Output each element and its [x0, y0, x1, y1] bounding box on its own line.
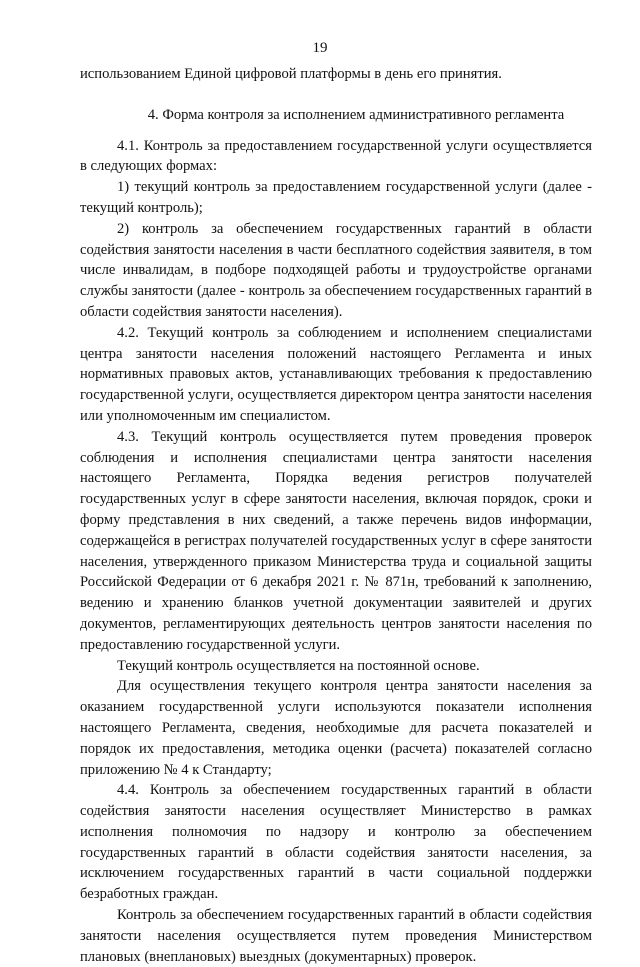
paragraph-4-2: 4.2. Текущий контроль за соблюдением и исполнением специалистами центра занятости населения положений настоящего Регламента и иных нормативных правовых актов, устанавливающих требования к предоставлению государственной услуги, осуществляется директором центра занятости населения или уполномоченным им специалистом. [80, 324, 592, 424]
paragraph-list-item-2: 2) контроль за обеспечением государственных гарантий в области содействия занятости населения в части бесплатного содействия заявителя, в том числе инвалидам, в подборе подходящей работы и трудоустройстве органами службы занятости (далее - контроль за обеспечением государственных гарантий в области содействия занятости населения). [80, 220, 592, 320]
paragraph-indicators: Для осуществления текущего контроля центра занятости населения за оказанием государственной услуги используются показатели исполнения настоящего Регламента, сведения, необходимые для расчета показателей и порядок их предоставления, методика оценки (расчета) показателей согласно приложению № 4 к Стандарту; [80, 678, 592, 778]
paragraph-current-control: Текущий контроль осуществляется на постоянной основе. [117, 657, 480, 674]
page-number: 19 [312, 40, 328, 56]
paragraph-list-item-1: 1) текущий контроль за предоставлением государственной услуги (далее - текущий контроль); [80, 179, 592, 216]
document-body [80, 64, 592, 967]
section-heading: 4. Форма контроля за исполнением административного регламента [147, 106, 565, 123]
paragraph-4-4: 4.4. Контроль за обеспечением государственных гарантий в области содействия занятости населения осуществляет Министерство в рамках исполнения полномочия по надзору и контролю за обеспечением государственных гарантий в области содействия занятости населения, за исключением государственных гарантий в части социальной поддержки безработных граждан. [80, 782, 592, 903]
lead-paragraph: использованием Единой цифровой платформы в день его принятия. [80, 66, 502, 82]
paragraph-inspections: Контроль за обеспечением государственных гарантий в области содействия занятости населения осуществляется путем проведения Министерством плановых (внеплановых) выездных (документарных) проверок. [80, 907, 592, 965]
paragraph-4-1: 4.1. Контроль за предоставлением государственной услуги осуществляется в следующих формах: [80, 137, 592, 175]
paragraph-4-3: 4.3. Текущий контроль осуществляется путем проведения проверок соблюдения и исполнения специалистами центра занятости населения настоящего Регламента, Порядка ведения регистров получателей государственных услуг в сфере занятости населения, включая порядок, сроки и форму представления в них сведений, а также перечень видов информации, содержащейся в регистрах получателей государственных услуг в сфере занятости населения, утвержденного приказом Министерства труда и социальной защиты Российской Федерации от 6 декабря 2021 г. № 871н, требований к заполнению, ведению и хранению бланков учетной документации заявителей и других документов, регламентирующих деятельность центров занятости населения по предоставлению государственной услуги. [80, 428, 592, 653]
